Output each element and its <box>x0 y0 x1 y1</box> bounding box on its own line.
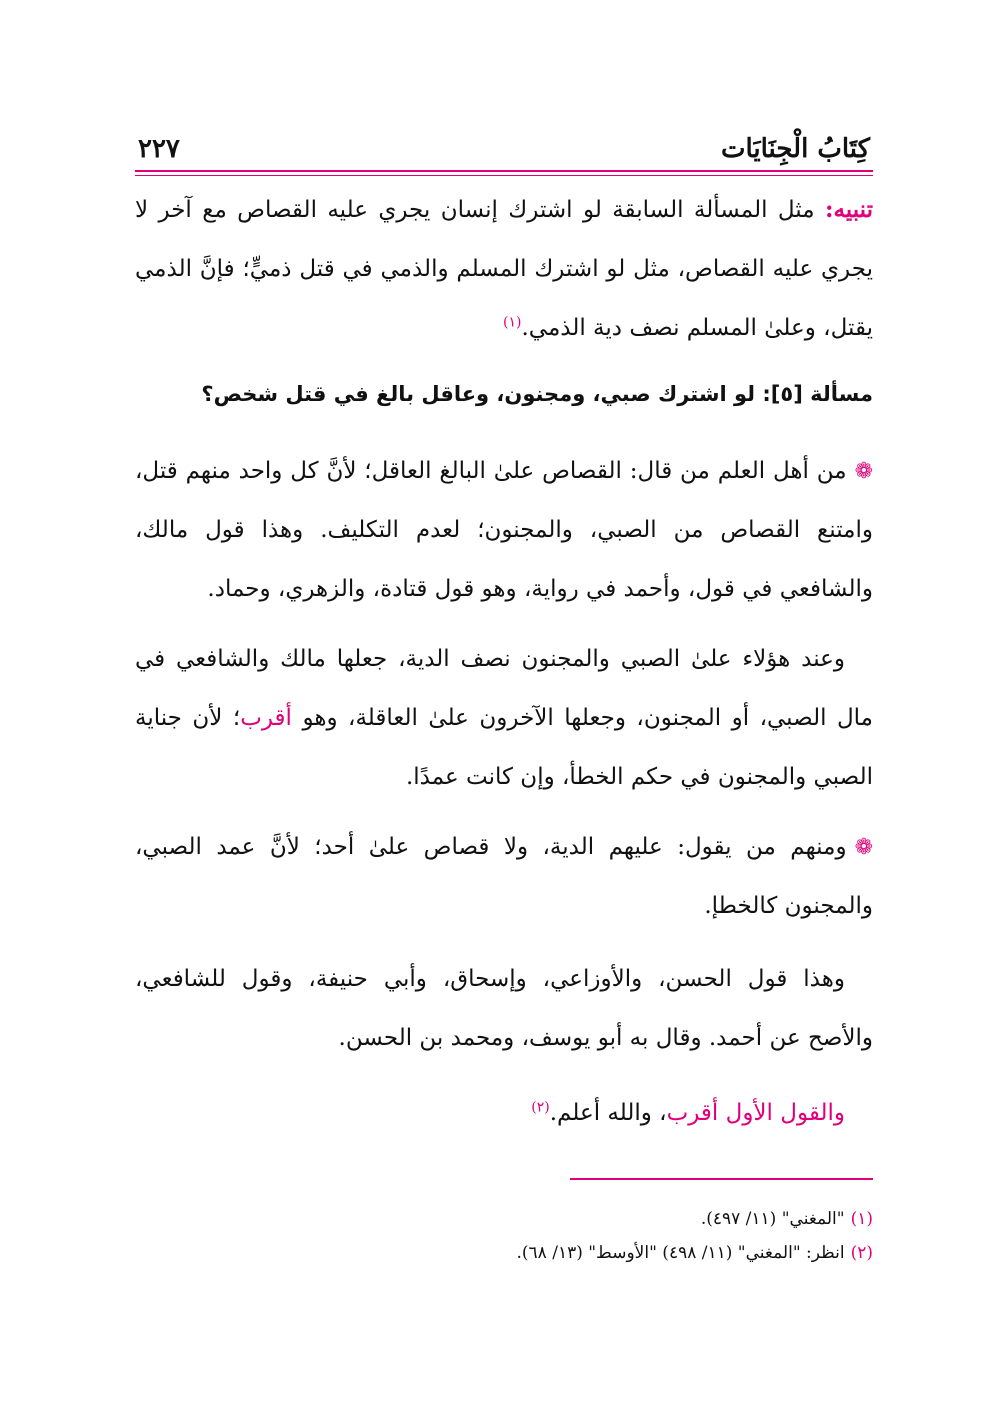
conclusion-accent: والقول الأول أقرب <box>666 1100 845 1126</box>
flower-bullet-icon: ❁ <box>854 835 873 860</box>
opinion-1-detail-text-b: ؛ لأن جناية الصبي والمجنون في حكم الخطأ، وإن كانت عمدًا. <box>135 705 873 790</box>
header-rule-thin <box>135 175 873 176</box>
issue-label: مسألة [٥]: <box>762 382 873 406</box>
issue-heading <box>135 382 873 406</box>
note-label: تنبيه: <box>824 196 874 223</box>
conclusion-text: ، والله أعلم. <box>549 1100 667 1126</box>
footnote-ref-2[interactable]: (٢) <box>531 1099 550 1116</box>
opinion-2-detail-text: وهذا قول الحسن، والأوزاعي، وإسحاق، وأبي حنيفة، وقول للشافعي، والأصح عن أحمد. وقال به أبو يوسف، ومحمد بن الحسن. <box>135 966 873 1051</box>
preferred-mark: أقرب <box>240 705 292 731</box>
opinion-2-text: ومنهم من يقول: عليهم الدية، ولا قصاص علىٰ أحد؛ لأنَّ عمد الصبي، والمجنون كالخطإ. <box>135 834 873 919</box>
running-header <box>138 120 870 164</box>
flower-bullet-icon: ❁ <box>854 459 873 484</box>
opinion-1-detail <box>135 630 873 807</box>
opinion-2-detail <box>135 950 873 1068</box>
page-number: ٢٢٧ <box>138 134 180 164</box>
footnote-ref-1[interactable]: (١) <box>503 314 522 331</box>
opinion-1-text: من أهل العلم من قال: القصاص علىٰ البالغ العاقل؛ لأنَّ كل واحد منهم قتل، وامتنع القصاص من الصبي، والمجنون؛ لعدم التكليف. وهذا قول مالك، والشافعي في قول، وأحمد في رواية، وهو قول قتادة، والزهري، وحماد. <box>135 458 873 602</box>
footnote-text: انظر: "المغني" (١١/ ٤٩٨) "الأوسط" (١٣/ ٦٨). <box>516 1243 845 1263</box>
book-title: كِتَابُ الْجِنَايَات <box>720 134 870 164</box>
footnote-item <box>135 1202 873 1236</box>
footnote-number: (١) <box>850 1209 873 1229</box>
footnote-item <box>135 1236 873 1270</box>
footnotes <box>135 1202 873 1270</box>
opinion-1-detail-text-a: وعند هؤلاء علىٰ الصبي والمجنون نصف الدية، جعلها مالك والشافعي في مال الصبي، أو المجنون، وجعلها الآخرون علىٰ العاقلة، وهو <box>135 646 873 731</box>
opinion-1 <box>135 442 873 619</box>
note-block <box>135 180 873 358</box>
footnote-text: "المغني" (١١/ ٤٩٧). <box>700 1209 845 1229</box>
note-text: مثل المسألة السابقة لو اشترك إنسان يجري عليه القصاص مع آخر لا يجري عليه القصاص، مثل لو اشترك المسلم والذمي في قتل ذميٍّ؛ فإنَّ الذمي يقتل، وعلىٰ المسلم نصف دية الذمي. <box>135 197 873 341</box>
issue-question: لو اشترك صبي، ومجنون، وعاقل بالغ في قتل شخص؟ <box>201 382 756 406</box>
header-rule <box>135 170 873 172</box>
opinion-2 <box>135 818 873 936</box>
footnote-rule <box>570 1178 873 1180</box>
conclusion <box>135 1084 873 1143</box>
footnote-number: (٢) <box>850 1243 873 1263</box>
